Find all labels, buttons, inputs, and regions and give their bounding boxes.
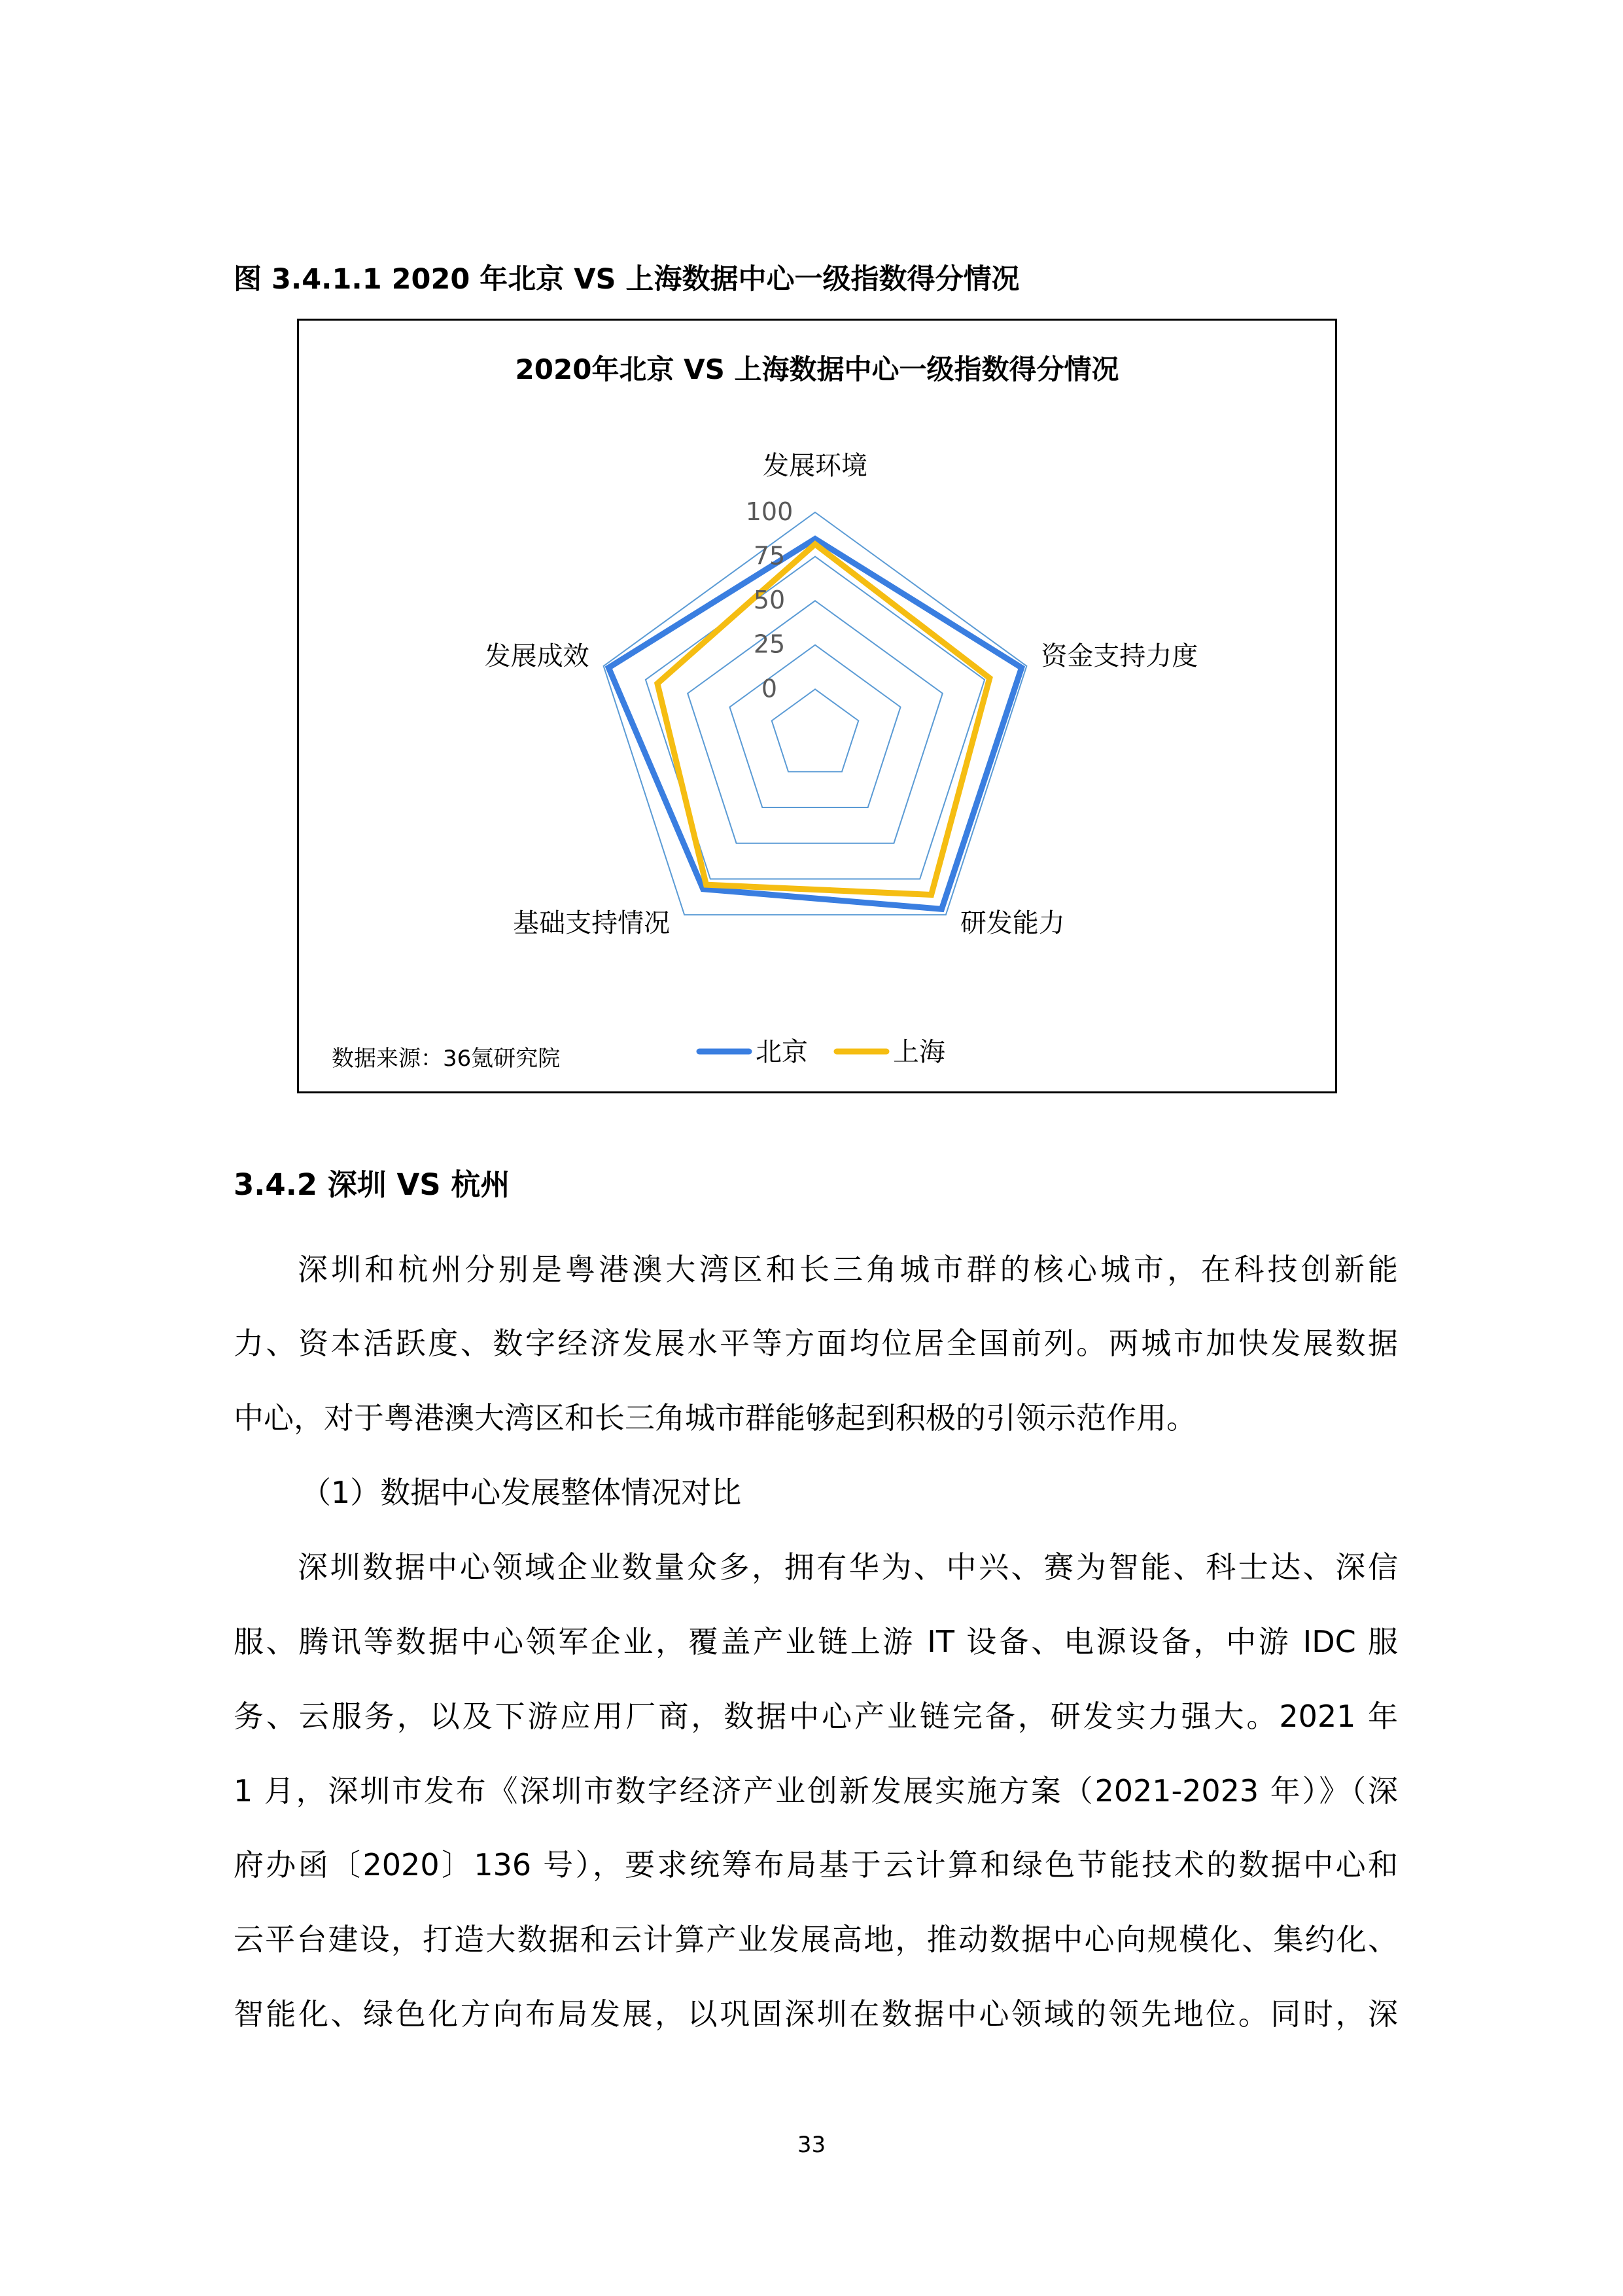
radar-tick-label: 75 [753,541,786,571]
radar-axis-label: 发展环境 [763,451,867,481]
radar-axis-label: 基础支持情况 [513,908,671,939]
paragraph2-line: 府办函〔2020〕136 号），要求统筹布局基于云计算和绿色节能技术的数据中心和 [234,1847,1398,1882]
radar-grid-ring [646,557,985,879]
series-line-北京 [608,539,1021,910]
radar-tick-label: 50 [753,586,786,615]
radar-grid-ring [772,689,859,771]
section-heading: 3.4.2 深圳 VS 杭州 [234,1167,510,1202]
paragraph2-line: 服、腾讯等数据中心领军企业，覆盖产业链上游 IT 设备、电源设备，中游 IDC 服 [234,1624,1398,1659]
legend-label-上海: 上海 [893,1037,945,1067]
paragraph1-line: 力、资本活跃度、数字经济发展水平等方面均位居全国前列。两城市加快发展数据 [234,1326,1398,1361]
sub-heading: （1）数据中心发展整体情况对比 [301,1475,742,1510]
radar-axis-label: 资金支持力度 [1041,641,1198,671]
paragraph2-line: 1 月，深圳市发布《深圳市数字经济产业创新发展实施方案（2021-2023 年）》（深 [234,1773,1398,1809]
chart-source-note: 数据来源：36氪研究院 [332,1046,561,1072]
radar-axis-label: 研发能力 [960,908,1065,939]
radar-tick-label: 0 [761,674,778,703]
paragraph2-line: 深圳数据中心领域企业数量众多，拥有华为、中兴、赛为智能、科士达、深信 [298,1549,1398,1585]
radar-tick-label: 25 [753,629,786,659]
legend-label-北京: 北京 [756,1037,808,1067]
radar-grid-ring [729,645,900,807]
figure-caption: 图 3.4.1.1 2020 年北京 VS 上海数据中心一级指数得分情况 [234,263,1020,296]
paragraph2-line: 云平台建设，打造大数据和云计算产业发展高地，推动数据中心向规模化、集约化、 [234,1922,1398,1957]
radar-chart-container [297,319,1337,1093]
radar-axis-label: 发展成效 [484,641,589,671]
paragraph2-line: 务、云服务，以及下游应用厂商，数据中心产业链完备，研发实力强大。2021 年 [234,1699,1398,1734]
radar-chart [299,321,1335,1091]
chart-title: 2020年北京 VS 上海数据中心一级指数得分情况 [515,353,1119,385]
paragraph2-line: 智能化、绿色化方向布局发展，以巩固深圳在数据中心领域的领先地位。同时，深 [234,1996,1398,2032]
page-number: 33 [797,2132,826,2158]
radar-tick-label: 100 [745,497,794,526]
series-line-上海 [657,541,990,895]
paragraph1-line: 深圳和杭州分别是粤港澳大湾区和长三角城市群的核心城市，在科技创新能 [298,1252,1398,1287]
paragraph1-line: 中心，对于粤港澳大湾区和长三角城市群能够起到积极的引领示范作用。 [234,1400,1196,1436]
